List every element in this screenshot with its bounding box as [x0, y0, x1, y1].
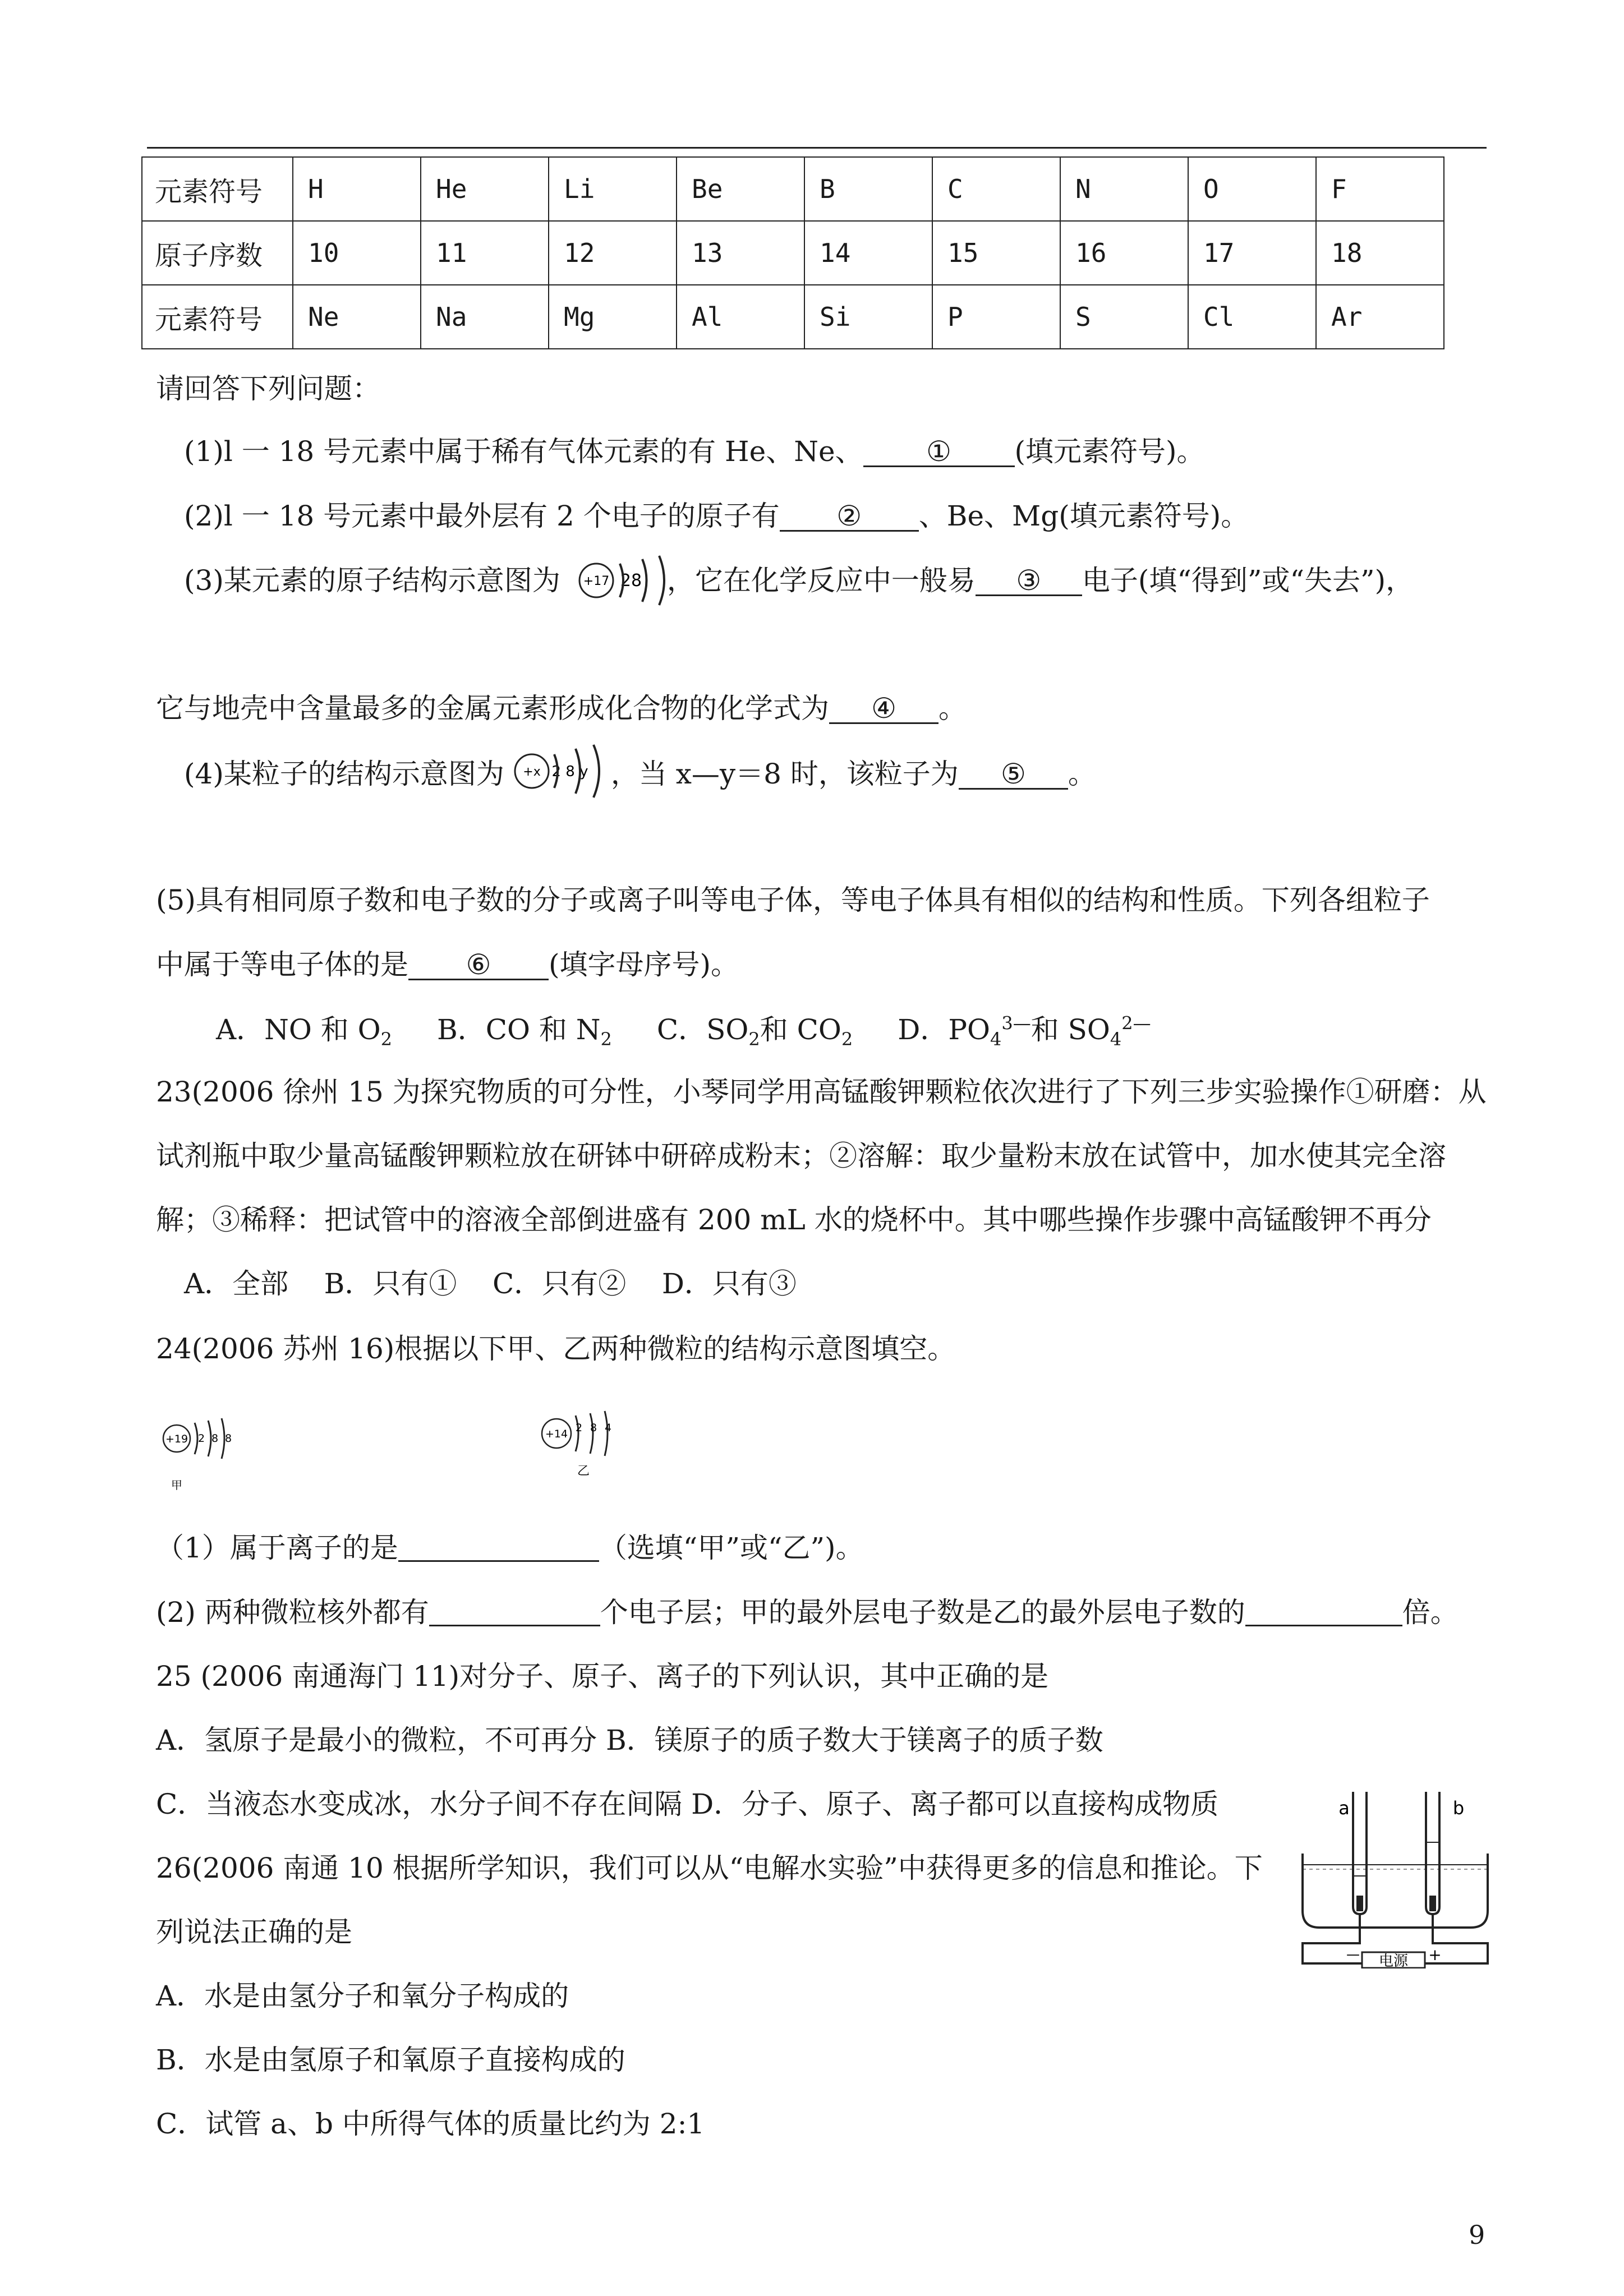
- q26-line2: 列说法正确的是: [156, 1916, 352, 1948]
- table-cell: Mg: [549, 285, 677, 349]
- option-b[interactable]: B．CO 和 $N_2$: [437, 1013, 612, 1050]
- q23-line2: 试剂瓶中取少量高锰酸钾颗粒放在研钵中研碎成粉末；②溶解：取少量粉末放在试管中，加水使其完全溶: [156, 1140, 1446, 1172]
- table-cell: P: [932, 285, 1060, 349]
- option-a[interactable]: A．NO 和 $O_2$: [216, 1013, 392, 1050]
- table-cell: B: [804, 157, 932, 221]
- svg-text:8: 8: [211, 1432, 219, 1445]
- blank-ion[interactable]: [398, 1534, 599, 1562]
- q26-option-a[interactable]: A．水是由氢分子和氧分子构成的: [156, 1980, 569, 2012]
- particle-jia-diagram: [160, 1405, 250, 1495]
- row-header-cell: 元素符号: [142, 157, 293, 221]
- table-cell: 16: [1060, 221, 1188, 285]
- jia-label: 甲: [171, 1478, 182, 1492]
- blank-3[interactable]: ③: [976, 566, 1082, 596]
- q22-part5-line1: (5)具有相同原子数和电子数的分子或离子叫等电子体，等电子体具有相似的结构和性质。下列各组粒子: [156, 884, 1430, 916]
- svg-text:8: 8: [224, 1432, 232, 1445]
- table-cell: H: [293, 157, 421, 221]
- tube-a-label: a: [1338, 1797, 1350, 1819]
- particle-diagram-x: [509, 740, 616, 802]
- q22-part3-cont: 它与地壳中含量最多的金属元素形成化合物的化学式为 ④ 。: [156, 692, 967, 725]
- q22-part5-line2: 中属于等电子体的是 ⑥ (填字母序号)。: [156, 948, 739, 981]
- diagram2-shells: 2 8 y: [551, 763, 588, 780]
- option-d[interactable]: D．$PO_4^{3—}$和 $SO_4^{2—}$: [898, 1012, 1151, 1050]
- yi-nucleus: +14: [545, 1428, 568, 1440]
- row-header-cell: 元素符号: [142, 285, 293, 349]
- q22-part3: (3)某元素的原子结构示意图为 ，它在化学反应中一般易 ③ 电子(填“得到”或“失去”)，: [184, 564, 1414, 597]
- table-cell: 12: [549, 221, 677, 285]
- table-cell: 10: [293, 221, 421, 285]
- plus-sign: +: [1428, 1945, 1442, 1964]
- q26-line1: 26(2006 南通 10 根据所学知识，我们可以从“电解水实验”中获得更多的信息和推论。下: [156, 1852, 1263, 1884]
- blank-6[interactable]: ⑥: [408, 951, 549, 980]
- page-number: 9: [1469, 2220, 1485, 2250]
- q22-part2: (2)l 一 18 号元素中最外层有 2 个电子的原子有 ② 、Be、Mg(填元素符号)。: [184, 500, 1249, 532]
- table-row: [142, 221, 1444, 285]
- jia-nucleus: +19: [165, 1433, 188, 1445]
- diagram2-nucleus: +x: [523, 765, 541, 779]
- table-cell: He: [421, 157, 549, 221]
- blank-4[interactable]: ④: [829, 694, 938, 724]
- table-row: [142, 285, 1444, 349]
- diagram1-nucleus: +17: [583, 574, 610, 588]
- element-table: [141, 156, 1444, 349]
- table-cell: F: [1316, 157, 1444, 221]
- q23-options[interactable]: A．全部 B．只有① C．只有② D．只有③: [184, 1267, 797, 1300]
- q25-line3[interactable]: C．当液态水变成冰，水分子间不存在间隔 D．分子、原子、离子都可以直接构成物质: [156, 1788, 1219, 1820]
- q24-sub2: (2) 两种微粒核外都有 个电子层；甲的最外层电子数是乙的最外层电子数的 倍。: [156, 1596, 1459, 1629]
- table-cell: Ar: [1316, 285, 1444, 349]
- table-cell: Be: [677, 157, 804, 221]
- option-c[interactable]: C．$SO_2$和 $CO_2$: [656, 1013, 853, 1050]
- table-cell: Al: [677, 285, 804, 349]
- power-source-label: 电源: [1378, 1953, 1409, 1968]
- table-cell: S: [1060, 285, 1188, 349]
- svg-text:2: 2: [197, 1432, 205, 1445]
- blank-1[interactable]: ①: [863, 437, 1015, 467]
- table-cell: Na: [421, 285, 549, 349]
- blank-layers[interactable]: [429, 1599, 600, 1626]
- q26-option-b[interactable]: B．水是由氢原子和氧原子直接构成的: [156, 2044, 625, 2076]
- table-cell: 11: [421, 221, 549, 285]
- blank-5[interactable]: ⑤: [959, 760, 1068, 790]
- table-cell: C: [932, 157, 1060, 221]
- q25-line1: 25 (2006 南通海门 11)对分子、原子、离子的下列认识，其中正确的是: [156, 1660, 1049, 1693]
- diagram1-shells: 28: [620, 571, 642, 591]
- table-cell: 14: [804, 221, 932, 285]
- minus-sign: —: [1346, 1947, 1360, 1962]
- table-cell: O: [1188, 157, 1316, 221]
- q25-line2[interactable]: A．氢原子是最小的微粒，不可再分 B．镁原子的质子数大于镁离子的质子数: [156, 1724, 1103, 1756]
- svg-text:2: 2: [575, 1422, 583, 1434]
- q22-prompt: 请回答下列问题：: [156, 372, 380, 405]
- q22-part1: (1)l 一 18 号元素中属于稀有气体元素的有 He、Ne、 ① (填元素符号)。: [184, 435, 1205, 468]
- table-cell: N: [1060, 157, 1188, 221]
- q24-line1: 24(2006 苏州 16)根据以下甲、乙两种微粒的结构示意图填空。: [156, 1333, 956, 1365]
- table-cell: Cl: [1188, 285, 1316, 349]
- table-cell: Li: [549, 157, 677, 221]
- blank-ratio[interactable]: [1245, 1599, 1402, 1626]
- electrolysis-apparatus: [1296, 1781, 1498, 1968]
- atom-diagram-17: [575, 552, 682, 608]
- q22-options: [216, 1014, 1151, 1048]
- table-cell: Ne: [293, 285, 421, 349]
- q22-part4: (4)某粒子的结构示意图为 ，当 x—y＝8 时，该粒子为 ⑤ 。: [184, 758, 1096, 790]
- yi-label: 乙: [577, 1464, 590, 1478]
- table-cell: 18: [1316, 221, 1444, 285]
- tube-b-label: b: [1452, 1797, 1465, 1819]
- svg-text:4: 4: [604, 1422, 612, 1434]
- svg-text:8: 8: [590, 1422, 597, 1434]
- table-cell: 15: [932, 221, 1060, 285]
- table-cell: Si: [804, 285, 932, 349]
- blank-2[interactable]: ②: [780, 502, 919, 532]
- table-row: [142, 157, 1444, 221]
- particle-yi-diagram: [539, 1396, 634, 1492]
- q26-option-c[interactable]: C．试管 a、b 中所得气体的质量比约为 2:1: [156, 2108, 705, 2140]
- top-rule: [147, 147, 1487, 149]
- row-header-cell: 原子序数: [142, 221, 293, 285]
- q23-line3: 解；③稀释：把试管中的溶液全部倒进盛有 200 mL 水的烧杯中。其中哪些操作步骤中高锰酸钾不再分: [156, 1204, 1432, 1236]
- table-cell: 13: [677, 221, 804, 285]
- q23-line1: 23(2006 徐州 15 为探究物质的可分性，小琴同学用高锰酸钾颗粒依次进行了下列三步实验操作①研磨：从: [156, 1076, 1487, 1108]
- table-cell: 17: [1188, 221, 1316, 285]
- q24-sub1: （1）属于离子的是 （选填“甲”或“乙”)。: [156, 1532, 864, 1564]
